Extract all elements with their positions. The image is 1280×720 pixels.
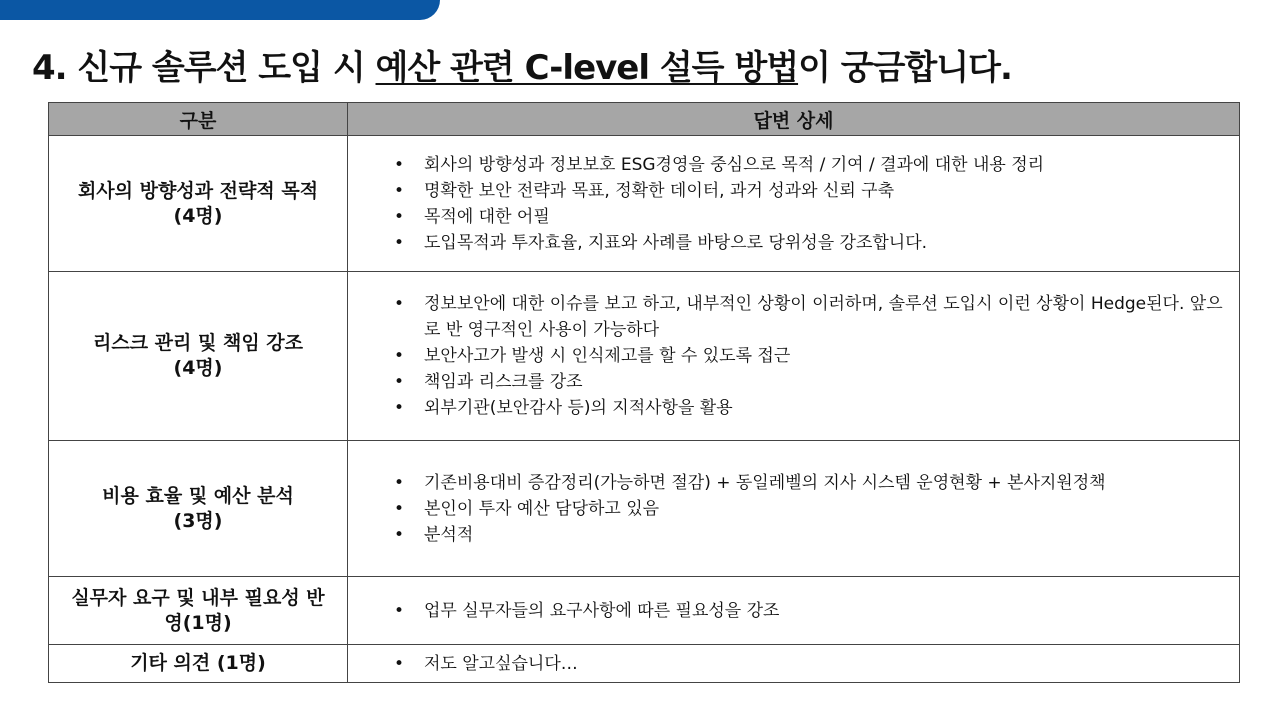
category-label: 리스크 관리 및 책임 강조	[93, 332, 303, 354]
detail-item: • 업무 실무자들의 요구사항에 따른 필요성을 강조	[394, 598, 1229, 624]
category-count: (4명)	[173, 357, 223, 379]
detail-item: • 분석적	[394, 522, 1229, 548]
title-prefix: 4. 신규 솔루션 도입 시	[32, 48, 376, 88]
category-count: (4명)	[173, 204, 223, 227]
detail-item: • 도입목적과 투자효율, 지표와 사례를 바탕으로 당위성을 강조합니다.	[394, 230, 1229, 256]
row-category	[49, 441, 348, 577]
detail-item: • 기존비용대비 증감정리(가능하면 절감) + 동일레벨의 지사 시스템 운영현황 + 본사지원정책	[394, 470, 1229, 496]
slide-title	[32, 40, 1012, 89]
survey-table	[48, 102, 1240, 683]
header-category: 구분	[49, 103, 348, 136]
detail-item: • 저도 알고싶습니다…	[394, 651, 1229, 677]
category-label: 실무자 요구 및 내부 필요성 반	[71, 586, 325, 609]
row-details	[348, 441, 1240, 577]
detail-item: • 보안사고가 발생 시 인식제고를 할 수 있도록 접근	[394, 343, 1229, 369]
detail-item: • 회사의 방향성과 정보보호 ESG경영을 중심으로 목적 / 기여 / 결과에 대한 내용 정리	[394, 152, 1229, 178]
title-suffix: 이 궁금합니다.	[798, 48, 1012, 88]
row-category	[49, 645, 348, 683]
row-details	[348, 136, 1240, 272]
category-count: 영(1명)	[164, 611, 232, 634]
table-row	[49, 441, 1240, 577]
detail-item: • 명확한 보안 전략과 목표, 정확한 데이터, 과거 성과와 신뢰 구축	[394, 178, 1229, 204]
category-count: (3명)	[173, 509, 223, 532]
row-category	[49, 136, 348, 272]
header-details: 답변 상세	[348, 103, 1240, 136]
detail-item: • 본인이 투자 예산 담당하고 있음	[394, 496, 1229, 522]
row-details	[348, 577, 1240, 645]
table-row	[49, 272, 1240, 441]
detail-item: • 책임과 리스크를 강조	[394, 369, 1229, 395]
table-row	[49, 645, 1240, 683]
table-row	[49, 136, 1240, 272]
detail-item: • 목적에 대한 어필	[394, 204, 1229, 230]
category-label: 비용 효율 및 예산 분석	[102, 484, 294, 507]
row-category	[49, 577, 348, 645]
detail-item: • 정보보안에 대한 이슈를 보고 하고, 내부적인 상황이 이러하며, 솔루션 도입시 이런 상황이 Hedge된다. 앞으로 반 영구적인 사용이 가능하다	[394, 291, 1229, 343]
category-count: (1명)	[216, 652, 266, 674]
table-header-row	[49, 103, 1240, 136]
category-label: 회사의 방향성과 전략적 목적	[77, 179, 319, 202]
detail-item: • 외부기관(보안감사 등)의 지적사항을 활용	[394, 395, 1229, 421]
row-details	[348, 645, 1240, 683]
top-accent-bar	[0, 0, 440, 20]
title-highlight: 예산 관련 C-level 설득 방법	[375, 48, 799, 88]
table-row	[49, 577, 1240, 645]
row-details	[348, 272, 1240, 441]
row-category	[49, 272, 348, 441]
category-label: 기타 의견	[130, 652, 211, 674]
